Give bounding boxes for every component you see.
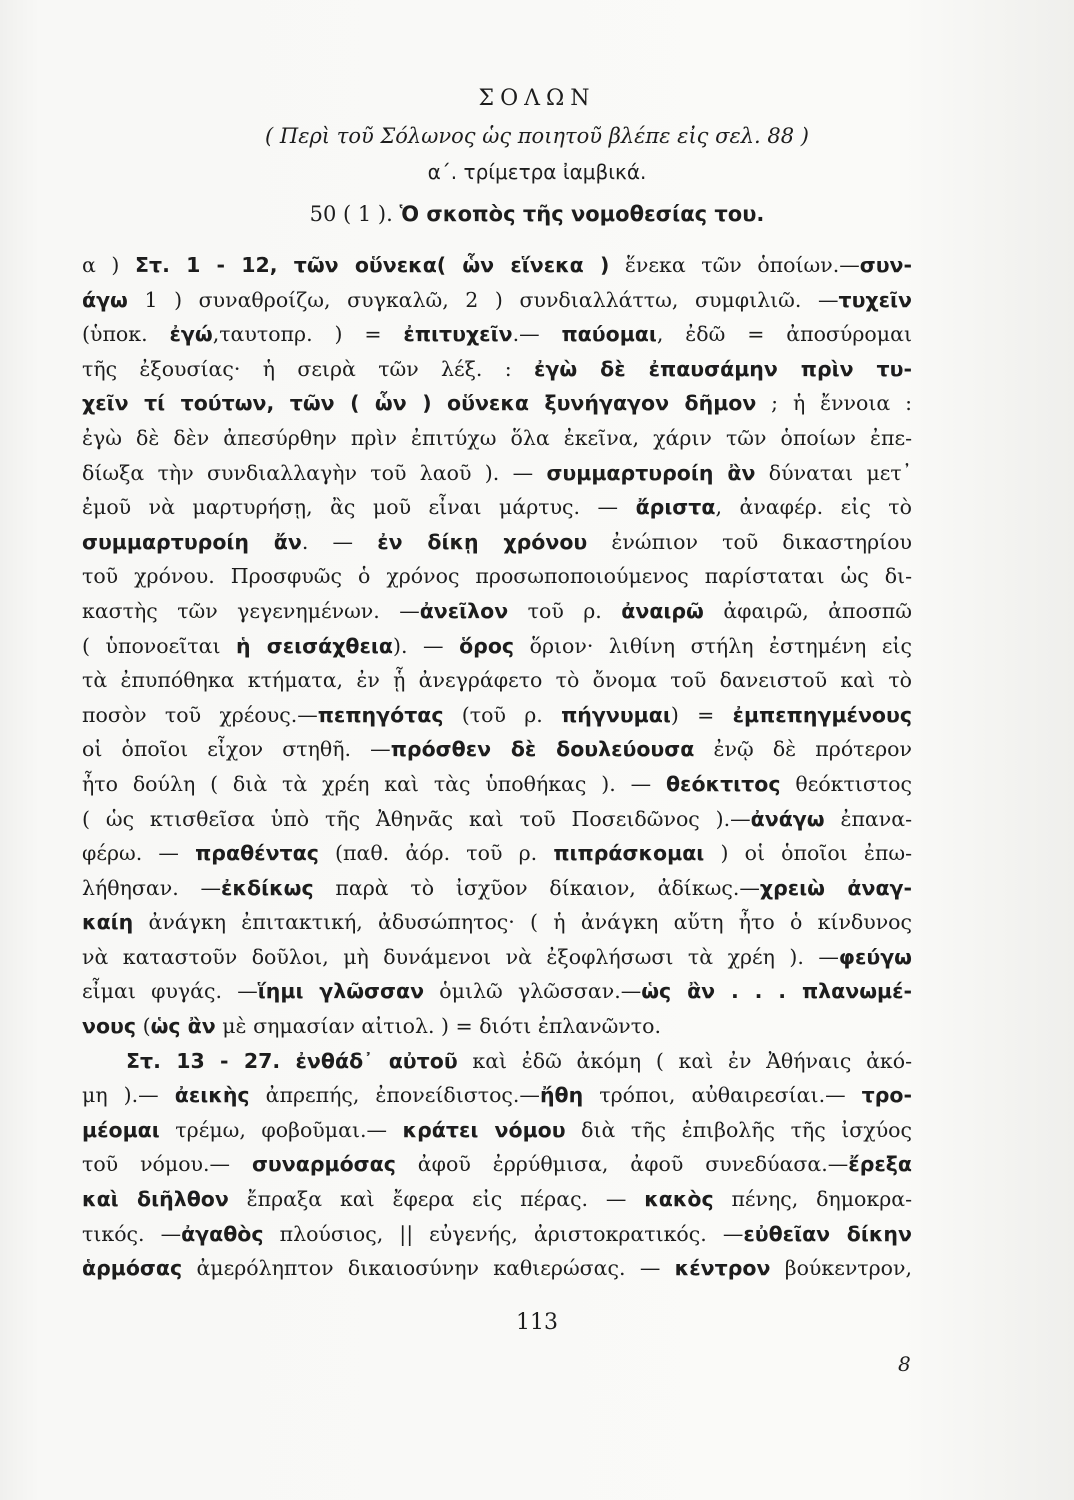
lemma: φεύγω bbox=[838, 944, 912, 969]
gloss: πένης, δημοκρα- bbox=[713, 1187, 913, 1212]
gloss: τρέμω, φοβοῦμαι.— bbox=[159, 1117, 403, 1142]
text-line bbox=[82, 559, 912, 594]
gloss: ἐνώπιον τοῦ δικαστηρίου bbox=[587, 529, 912, 554]
gloss: ἀπρεπής, ἐπονείδιστος.— bbox=[249, 1083, 540, 1108]
gloss: καστὴς τῶν γεγενημένων. — bbox=[82, 598, 420, 623]
gloss: 1 ) συναθροίζω, συγκαλῶ, 2 ) συνδιαλλάττω, συμφιλιῶ. — bbox=[127, 287, 839, 312]
text-line bbox=[82, 317, 912, 352]
gloss: ἔπραξα καὶ ἔφερα εἰς πέρας. — bbox=[228, 1187, 645, 1212]
text-line bbox=[82, 1217, 912, 1252]
lemma: νους bbox=[82, 1014, 137, 1039]
gloss: ) οἱ ὁποῖοι ἐπω- bbox=[704, 841, 913, 866]
text-line bbox=[82, 386, 912, 421]
lemma: παύομαι bbox=[561, 322, 657, 347]
text-line bbox=[82, 525, 912, 560]
gloss: , ἀναφέρ. εἰς τὸ bbox=[715, 495, 912, 520]
gloss: ὁμιλῶ γλῶσσαν.— bbox=[424, 979, 642, 1004]
lemma: ἀνάγω bbox=[750, 806, 825, 831]
text-line bbox=[82, 352, 912, 387]
gloss: . — bbox=[301, 529, 378, 554]
gloss: α ) bbox=[82, 253, 136, 277]
text-line bbox=[82, 1044, 912, 1079]
lemma: Στ. 13 - 27. ἐνθάδ᾽ αὐτοῦ bbox=[126, 1048, 458, 1073]
section-number: 50 ( 1 ). bbox=[309, 202, 393, 226]
gloss: τὰ ἐπυπόθηκα κτήματα, ἐν ᾗ ἀνεγράφετο τὸ ὄνομα τοῦ δανειστοῦ καὶ τὸ bbox=[82, 668, 912, 693]
printer-signature: 8 bbox=[898, 1352, 911, 1376]
gloss: ἐνῷ δὲ πρότερον bbox=[694, 737, 912, 762]
text-line bbox=[82, 1147, 912, 1182]
gloss: εἶμαι φυγάς. — bbox=[82, 979, 258, 1004]
text-line bbox=[82, 836, 912, 871]
text-line bbox=[82, 456, 912, 491]
lemma: πρόσθεν δὲ δουλεύουσα bbox=[390, 737, 695, 762]
gloss: ποσὸν τοῦ χρέους.— bbox=[82, 702, 318, 727]
lemma: ἐπιτυχεῖν bbox=[403, 322, 513, 347]
lemma: χεῖν τί τούτων, τῶν ( ὧν ) οὕνεκα ξυνήγαγον δῆμον bbox=[82, 391, 757, 416]
lemma: ἁρμόσας bbox=[82, 1256, 183, 1281]
page-title: ΣΟΛΩΝ bbox=[478, 86, 596, 111]
lemma: ἐν δίκῃ χρόνου bbox=[377, 529, 588, 554]
gloss: τρόποι, αὐθαιρεσίαι.— bbox=[583, 1083, 862, 1108]
text-line bbox=[82, 490, 912, 525]
gloss: τοῦ χρόνου. Προσφυῶς ὁ χρόνος προσωποποιούμενος παρίσταται ὡς δι- bbox=[82, 564, 912, 589]
lemma: ἄριστα bbox=[635, 495, 716, 520]
lemma: ἀναιρῶ bbox=[621, 598, 704, 623]
gloss: ἀνάγκη ἐπιτακτική, ἀδυσώπητος· ( ἡ ἀνάγκη αὕτη ἦτο ὁ κίνδυνος bbox=[133, 910, 912, 935]
page-number: 113 bbox=[516, 1310, 558, 1335]
gloss: ἦτο δούλη ( διὰ τὰ χρέη καὶ τὰς ὑποθήκας ). — bbox=[82, 771, 666, 796]
text-line bbox=[82, 802, 912, 837]
lemma: ἀγαθὸς bbox=[181, 1221, 264, 1246]
lemma: συν- bbox=[859, 253, 913, 277]
gloss: βούκεντρον, bbox=[770, 1256, 913, 1281]
text-line bbox=[82, 1182, 912, 1217]
lemma: ὡς ἂν bbox=[150, 1014, 216, 1039]
lemma: καίη bbox=[82, 910, 134, 935]
gloss: θεόκτιστος bbox=[780, 771, 913, 796]
text-line bbox=[82, 283, 912, 318]
text-line bbox=[82, 940, 912, 975]
lemma: τυχεῖν bbox=[838, 287, 912, 312]
gloss: ἀφαιρῶ, ἀποσπῶ bbox=[703, 598, 912, 623]
gloss: μη ).— bbox=[82, 1083, 175, 1108]
text-line bbox=[82, 594, 912, 629]
gloss: (παθ. ἀόρ. τοῦ ρ. bbox=[318, 841, 554, 866]
lemma: ἡ σεισάχθεια bbox=[236, 633, 393, 658]
gloss: δίωξα τὴν συνδιαλλαγὴν τοῦ λαοῦ ). — bbox=[82, 460, 547, 485]
lemma: τρο- bbox=[861, 1083, 913, 1108]
text-line bbox=[82, 663, 912, 698]
lemma: συμμαρτυροίη ἂν bbox=[546, 460, 756, 485]
gloss: διὰ τῆς ἐπιβολῆς τῆς ἰσχύος bbox=[565, 1117, 912, 1142]
text-line bbox=[82, 1251, 912, 1286]
text-line bbox=[82, 767, 912, 802]
text-line bbox=[82, 1078, 912, 1113]
gloss: τικός. — bbox=[82, 1221, 182, 1246]
text-line bbox=[82, 1113, 912, 1148]
gloss: ) = bbox=[670, 702, 733, 727]
gloss: ( bbox=[136, 1014, 151, 1039]
text-line bbox=[82, 974, 912, 1009]
lemma: ἵημι γλῶσσαν bbox=[257, 979, 425, 1004]
text-line bbox=[82, 905, 912, 940]
gloss: ). — bbox=[392, 633, 460, 658]
text-line bbox=[82, 871, 912, 906]
gloss: τοῦ νόμου.— bbox=[82, 1152, 252, 1177]
text-line bbox=[82, 1009, 912, 1044]
lemma: ἐγώ bbox=[169, 322, 213, 347]
meter-heading: α΄. τρίμετρα ἰαμβικά. bbox=[427, 160, 647, 184]
gloss: τοῦ ρ. bbox=[508, 598, 622, 623]
lemma: πήγνυμαι bbox=[561, 702, 671, 727]
gloss: λήθησαν. — bbox=[82, 875, 222, 900]
gloss: (τοῦ ρ. bbox=[443, 702, 562, 727]
gloss: πλούσιος, || εὐγενής, ἀριστοκρατικός. — bbox=[263, 1221, 744, 1246]
lemma: ἔρεξα bbox=[848, 1152, 912, 1177]
gloss: ( ὡς κτισθεῖσα ὑπὸ τῆς Ἀθηνᾶς καὶ τοῦ Ποσειδῶνος ).— bbox=[82, 806, 751, 831]
gloss: νὰ καταστοῦν δοῦλοι, μὴ δυνάμενοι νὰ ἐξοφλήσωσι τὰ χρέη ). — bbox=[82, 944, 839, 969]
lemma: μέομαι bbox=[82, 1117, 160, 1142]
gloss: ἐπανα- bbox=[824, 806, 912, 831]
lemma: ἐκδίκως bbox=[221, 875, 314, 900]
text-line bbox=[82, 698, 912, 733]
gloss: φέρω. — bbox=[82, 841, 196, 866]
section-heading bbox=[0, 202, 1074, 226]
lemma: θεόκτιτος bbox=[665, 771, 781, 796]
gloss: ἀμερόληπτον δικαιοσύνην καθιερώσας. — bbox=[182, 1256, 675, 1281]
lemma: κράτει νόμου bbox=[402, 1117, 566, 1142]
gloss: ἕνεκα τῶν ὁποίων.— bbox=[609, 253, 860, 277]
lemma: ἐγὼ δὲ ἐπαυσάμην πρὶν τυ- bbox=[534, 356, 912, 381]
gloss: ἀφοῦ ἐρρύθμισα, ἀφοῦ συνεδύασα.— bbox=[395, 1152, 849, 1177]
gloss: ἐμοῦ νὰ μαρτυρήσῃ, ἂς μοῦ εἶναι μάρτυς. — bbox=[82, 495, 636, 520]
text-line bbox=[82, 629, 912, 664]
gloss: τῆς ἐξουσίας· ἡ σειρὰ τῶν λέξ. : bbox=[82, 356, 535, 381]
lemma: πιπράσκομαι bbox=[553, 841, 705, 866]
lemma: κακὸς bbox=[644, 1187, 714, 1212]
lemma: συναρμόσας bbox=[251, 1152, 396, 1177]
gloss: ὅριον· λιθίνη στήλη ἐστημένη εἰς bbox=[514, 633, 912, 658]
lemma: εὐθεῖαν δίκην bbox=[743, 1221, 912, 1246]
gloss: καὶ ἐδῶ ἀκόμη ( καὶ ἐν Ἀθήναις ἀκό- bbox=[457, 1048, 912, 1073]
lemma: συμμαρτυροίη ἄν bbox=[82, 529, 302, 554]
subtitle-reference: ( Περὶ τοῦ Σόλωνος ὡς ποιητοῦ βλέπε εἰς σελ. 88 ) bbox=[265, 124, 809, 148]
lemma: Στ. 1 - 12, τῶν οὕνεκα( ὧν εἵνεκα ) bbox=[135, 253, 610, 277]
lemma: ἀνεῖλον bbox=[419, 598, 509, 623]
lemma: ἀεικὴς bbox=[174, 1083, 250, 1108]
commentary-text bbox=[82, 248, 912, 1286]
lemma: πραθέντας bbox=[195, 841, 319, 866]
lemma: χρειὼ ἀναγ- bbox=[759, 875, 912, 900]
gloss: δύναται μετ᾽ bbox=[755, 460, 913, 485]
lemma: ἤθη bbox=[539, 1083, 584, 1108]
gloss: οἱ ὁποῖοι εἶχον στηθῆ. — bbox=[82, 737, 391, 762]
lemma: ὡς ἂν . . . πλανωμέ- bbox=[641, 979, 913, 1004]
section-title: Ὁ σκοπὸς τῆς νομοθεσίας του. bbox=[399, 202, 765, 226]
lemma: καὶ διῆλθον bbox=[82, 1187, 229, 1212]
gloss: μὲ σημασίαν αἰτιολ. ) = διότι ἐπλανῶντο. bbox=[215, 1014, 661, 1039]
gloss: ; ἡ ἔννοια : bbox=[756, 391, 912, 416]
lemma: κέντρον bbox=[674, 1256, 771, 1281]
lemma: πεπηγότας bbox=[317, 702, 444, 727]
gloss: ἐγὼ δὲ δὲν ἀπεσύρθην πρὶν ἐπιτύχω ὅλα ἐκεῖνα, χάριν τῶν ὁποίων ἐπε- bbox=[82, 425, 912, 450]
lemma: ὅρος bbox=[459, 633, 515, 658]
text-line bbox=[82, 732, 912, 767]
gloss: ,ταυτοπρ. ) = bbox=[212, 322, 404, 347]
text-line bbox=[82, 421, 912, 456]
text-line bbox=[82, 248, 912, 283]
lemma: άγω bbox=[82, 287, 128, 312]
gloss: , ἐδῶ = ἀποσύρομαι bbox=[656, 322, 912, 347]
gloss: ( ὑπονοεῖται bbox=[82, 633, 237, 658]
lemma: ἐμπεπηγμένους bbox=[732, 702, 912, 727]
gloss: (ὑποκ. bbox=[82, 322, 170, 347]
gloss: παρὰ τὸ ἰσχῦον δίκαιον, ἀδίκως.— bbox=[313, 875, 760, 900]
gloss: .— bbox=[512, 322, 562, 347]
